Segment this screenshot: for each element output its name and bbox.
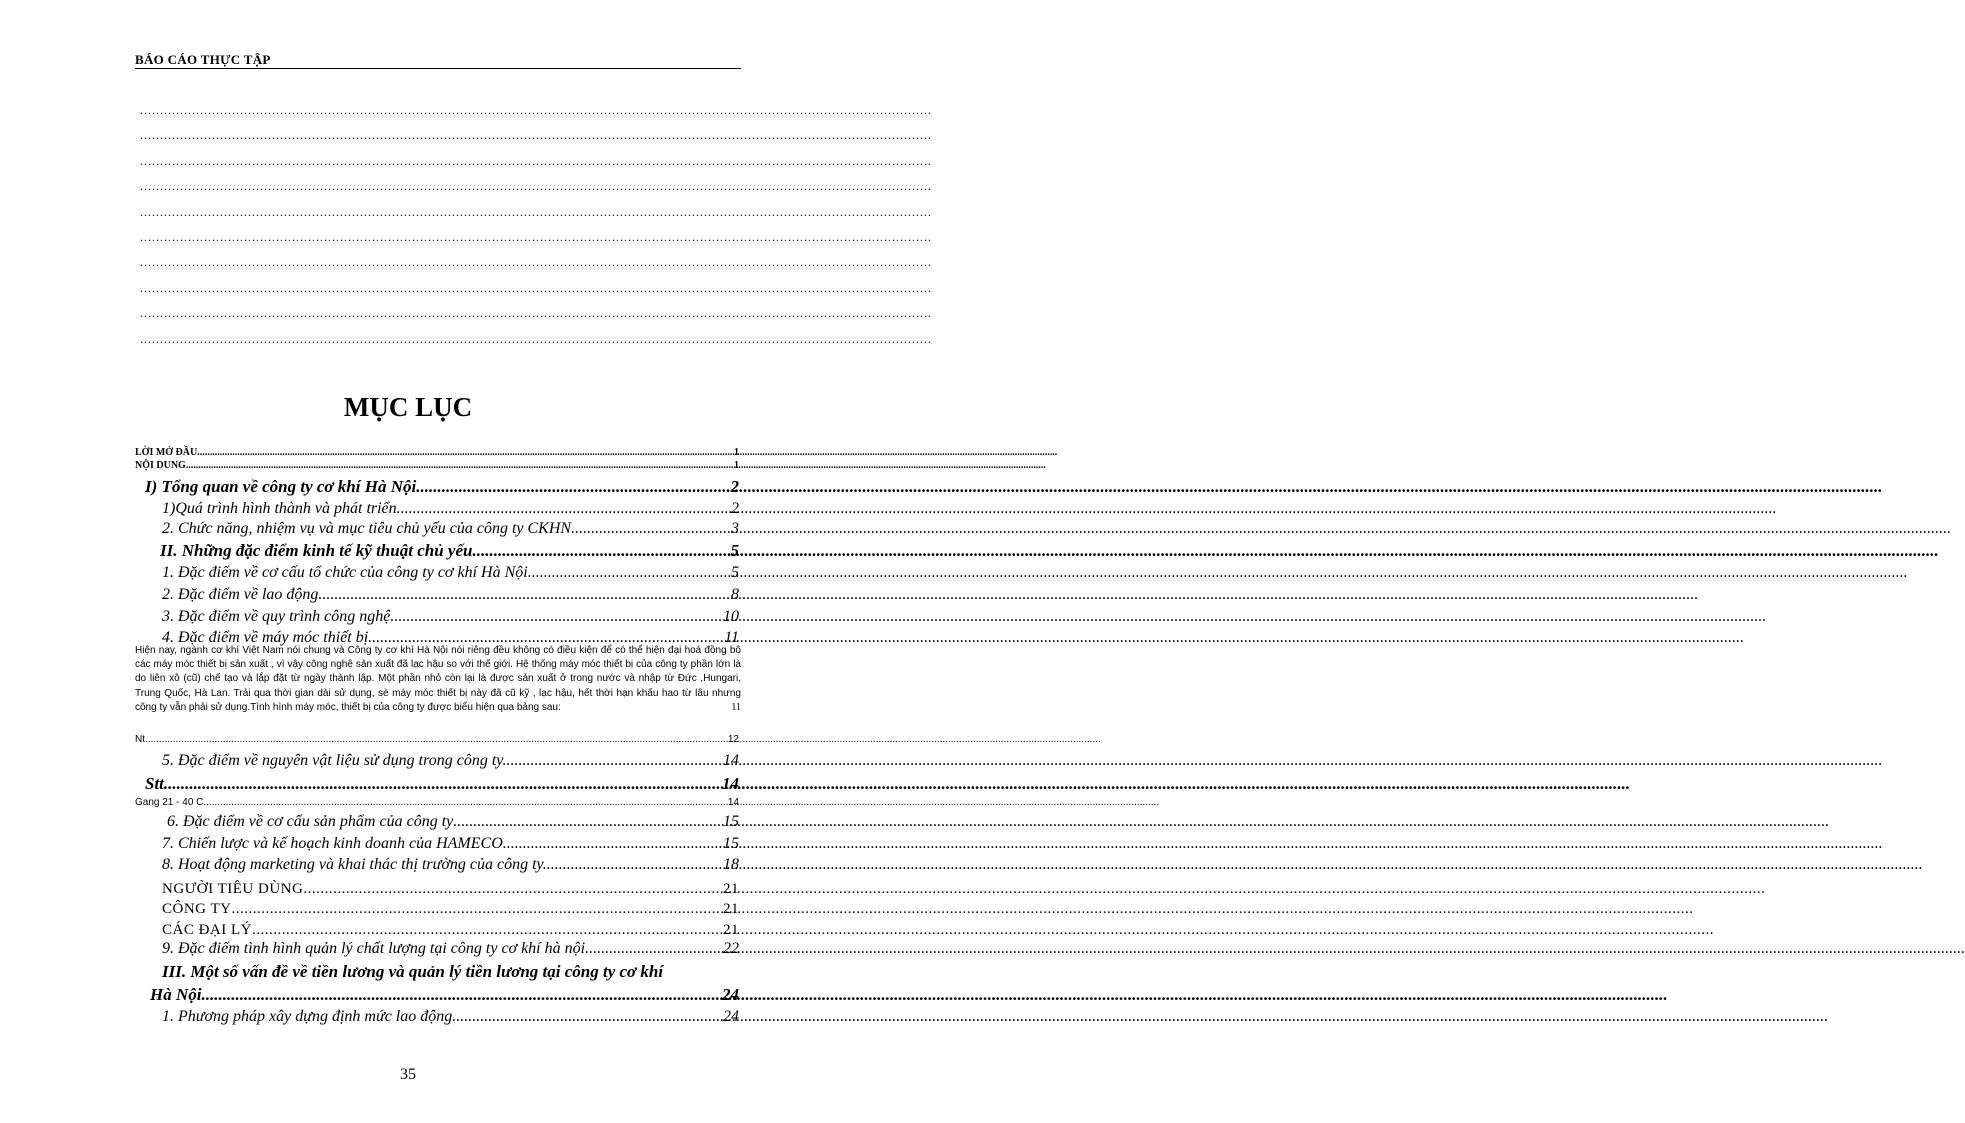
- toc-entry-page: 24: [722, 985, 739, 1004]
- dot-line: ......................................................................................................................................................................................................: [140, 255, 932, 270]
- toc-entry-page: 14: [727, 797, 739, 808]
- toc-entry-cong-ty[interactable]: [162, 901, 739, 918]
- toc-leader: [453, 813, 723, 831]
- toc-entry-page: 8: [731, 586, 739, 603]
- toc-entry-text: Hà Nội.: [150, 985, 206, 1004]
- toc-entry-noi-dung[interactable]: [135, 460, 739, 471]
- toc-entry-text: 3. Đặc điểm về quy trình công nghệ: [162, 608, 391, 625]
- toc-entry-2-8[interactable]: [162, 856, 739, 874]
- toc-entry-page: 15: [723, 813, 739, 830]
- toc-entry-text: 4. Đặc điểm về máy móc thiết bị: [162, 629, 369, 646]
- toc-entry-2-1[interactable]: [162, 564, 739, 582]
- toc-entry-1-1[interactable]: [162, 500, 739, 518]
- toc-entry-section-3[interactable]: [150, 985, 739, 1005]
- toc-entry-page: 22: [723, 940, 739, 957]
- toc-leader: [145, 734, 718, 745]
- toc-entry-page: 24: [723, 1008, 739, 1025]
- toc-entry-page: 14: [722, 774, 739, 793]
- toc-leader: [589, 940, 723, 958]
- toc-entry-gang[interactable]: [135, 797, 739, 808]
- toc-entry-1-2[interactable]: [162, 520, 739, 538]
- toc-entry-page: 1: [734, 447, 739, 458]
- dot-line: ......................................................................................................................................................................................................: [140, 306, 932, 321]
- dotted-lines: [140, 98, 932, 352]
- report-header: [135, 50, 741, 69]
- toc-entry-section-2[interactable]: [160, 541, 739, 561]
- dot-line: ......................................................................................................................................................................................................: [140, 280, 932, 295]
- toc-entry-page: 21: [723, 901, 739, 917]
- toc-entry-text: 2. Đặc điểm về lao động.: [162, 586, 323, 603]
- toc-entry-page: 3: [731, 520, 739, 537]
- toc-entry-page: 5: [730, 541, 739, 560]
- toc-entry-page: 2: [730, 477, 739, 496]
- toc-entry-text: NGƯỜI TIÊU DÙNG: [162, 881, 304, 897]
- toc-entry-page: 11: [724, 629, 739, 646]
- toc-leader: [507, 752, 724, 770]
- dot-line: ......................................................................................................................................................................................................: [140, 153, 932, 168]
- toc-entry-nguoi-tieu-dung[interactable]: [162, 881, 739, 898]
- toc-entry-section-1[interactable]: [145, 477, 739, 497]
- toc-title: MỤC LỤC: [343, 392, 473, 422]
- toc-leader: [401, 500, 731, 518]
- header-title: BÁO CÁO THỰC TẬP: [135, 52, 271, 67]
- toc-leader: [477, 541, 731, 561]
- toc-entry-text: 1)Quá trình hình thành và phát triển.: [162, 500, 401, 517]
- toc-entry-text: NỘI DUNG: [135, 460, 186, 471]
- toc-entry-2-2[interactable]: [162, 586, 739, 604]
- toc-entry-text: 2. Chức năng, nhiệm vụ và mục tiêu chủ yếu của công ty CKHN.: [162, 520, 576, 537]
- dot-line: ......................................................................................................................................................................................................: [140, 128, 932, 143]
- toc-leader: [575, 520, 731, 538]
- toc-leader: [420, 477, 730, 497]
- paragraph-page: 11: [731, 701, 741, 713]
- toc-entry-2-6[interactable]: [167, 813, 739, 831]
- toc-leader: [303, 881, 723, 898]
- toc-entry-page: 14: [723, 752, 739, 769]
- toc-entry-2-5[interactable]: [162, 752, 739, 770]
- toc-entry-paragraph[interactable]: [135, 644, 741, 715]
- toc-entry-page: 15: [723, 835, 739, 852]
- toc-entry-text: 7. Chiến lược và kế hoạch kinh doanh của HAMECO.: [162, 835, 507, 852]
- toc-leader: [203, 797, 718, 808]
- toc-leader: [168, 774, 722, 794]
- dot-line: ......................................................................................................................................................................................................: [140, 204, 932, 219]
- toc-entry-text: Stt.: [145, 774, 169, 793]
- dot-line: ......................................................................................................................................................................................................: [140, 229, 932, 244]
- toc-leader: [186, 460, 724, 471]
- toc-entry-page: 21: [723, 922, 739, 938]
- toc-leader: [507, 835, 723, 853]
- toc-entry-cac-dai-ly[interactable]: [162, 922, 739, 939]
- toc-entry-text: CÁC ĐẠI LÝ: [162, 922, 252, 938]
- toc-entry-text: Nt: [135, 734, 145, 745]
- dot-line: ......................................................................................................................................................................................................: [140, 331, 932, 346]
- toc-leader: [532, 564, 731, 582]
- dot-line: ......................................................................................................................................................................................................: [140, 179, 932, 194]
- toc-entry-page: 2: [731, 500, 739, 517]
- toc-entry-text: 8. Hoạt động marketing và khai thác thị trường của công ty.: [162, 856, 547, 873]
- toc-entry-page: 18: [723, 856, 739, 873]
- toc-entry-text: I) Tổng quan về công ty cơ khí Hà Nội.: [145, 477, 421, 496]
- toc-entry-nt[interactable]: [135, 734, 739, 745]
- toc-leader: [206, 985, 722, 1005]
- toc-entry-2-9[interactable]: [162, 940, 739, 958]
- toc-entry-section-3-line1[interactable]: [162, 962, 739, 982]
- toc-entry-text: 6. Đặc điểm về cơ cấu sản phẩm của công ty: [167, 813, 454, 830]
- toc-entry-stt[interactable]: [145, 774, 739, 794]
- toc-leader: [390, 608, 723, 626]
- toc-entry-text: Gang 21 - 40 C: [135, 797, 204, 808]
- toc-entry-text: 1. Phương pháp xây dựng định mức lao động: [162, 1008, 453, 1025]
- toc-entry-text: 1. Đặc điểm về cơ cấu tổ chức của công ty cơ khí Hà Nội.: [162, 564, 532, 581]
- toc-leader: [452, 1008, 723, 1026]
- toc-entry-text: LỜI MỞ ĐẦU: [135, 447, 198, 458]
- toc-leader: [322, 586, 731, 604]
- toc-entry-3-1[interactable]: [162, 1008, 739, 1026]
- toc-entry-2-3[interactable]: [162, 608, 739, 626]
- toc-entry-page: 10: [723, 608, 739, 625]
- toc-entry-page: 1: [734, 460, 739, 471]
- toc-entry-page: 21: [723, 881, 739, 897]
- toc-entry-loi-mo-dau[interactable]: [135, 447, 739, 458]
- dot-line: ......................................................................................................................................................................................................: [140, 103, 932, 117]
- toc-leader: [252, 922, 723, 939]
- toc-entry-text: 9. Đặc điểm tình hình quản lý chất lượng tại công ty cơ khí hà nội.: [162, 940, 590, 957]
- toc-leader: [197, 447, 724, 458]
- page-number: 35: [400, 1066, 416, 1083]
- toc-entry-text: 5. Đặc điểm về nguyên vật liệu sử dụng trong công ty.: [162, 752, 507, 769]
- toc-leader: [547, 856, 723, 874]
- toc-entry-page: 12: [727, 734, 739, 745]
- toc-entry-text: III. Một số vấn đề về tiền lương và quản lý tiền lương tại công ty cơ khí: [162, 962, 664, 981]
- toc-entry-text: II. Những đặc điểm kinh tế kỹ thuật chủ yếu.: [160, 541, 477, 560]
- toc-entry-page: 5: [731, 564, 739, 581]
- toc-entry-2-7[interactable]: [162, 835, 739, 853]
- toc-leader: [231, 901, 723, 918]
- toc-entry-text: CÔNG TY: [162, 901, 232, 917]
- paragraph-text: Hiện nay, ngành cơ khí Việt Nam nói chung và Công ty cơ khí Hà Nội nói riêng đều không có điều kiện để có thể hiện đại hoá đồng bộ các máy móc thiết bị sản xuất , vì vậy công nghệ sản xuất đã lạc hậu so với thế giới. Hệ thống máy móc thiết bị của công ty phần lớn là do liên xô (cũ) chế tạo và lắp đặt từ ngày thành lập. Một phần nhỏ còn lại là được sản xuất ở trong nước và nhập từ Đức ,Hungari, Trung Quốc, Hà Lan. Trải qua thời gian dài sử dụng, sè máy móc thiết bị này đã cũ kỹ , lạc hậu, hết thời hạn khấu hao từ lâu nhưng công ty vẫn phải sử dụng.Tình hình máy móc, thiết bị của công ty được biểu hiện qua bảng sau:: [135, 645, 741, 713]
